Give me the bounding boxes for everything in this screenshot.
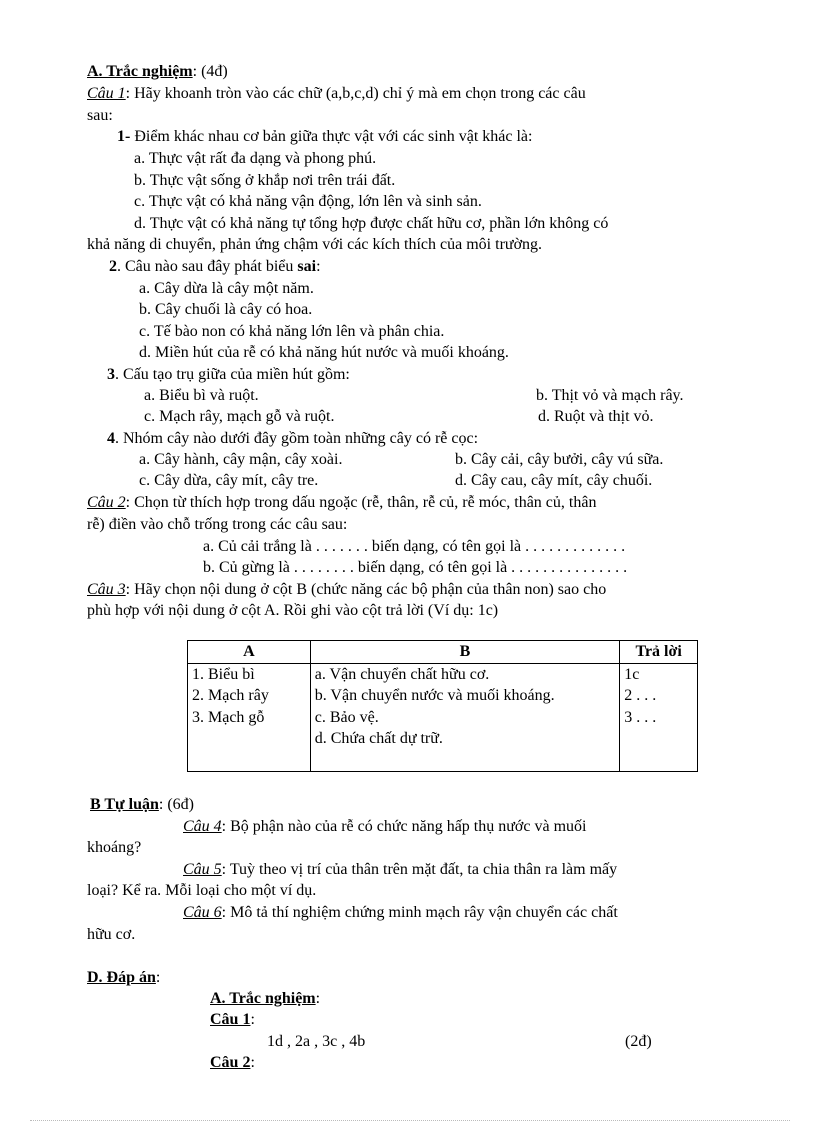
answer-cau1-values: 1d , 2a , 3c , 4b: [267, 1033, 366, 1050]
col-a-item: 2. Mạch rây: [192, 687, 269, 705]
q4-text-line2: khoáng?: [87, 839, 142, 856]
q1-item4-option-b: b. Cây cải, cây bưởi, cây vú sữa.: [455, 451, 664, 468]
section-b-heading: B Tự luận: [90, 796, 159, 813]
q1-item1-stem: Điểm khác nhau cơ bản giữa thực vật với các sinh vật khác là:: [130, 128, 533, 145]
page-bottom-dotted-line: [30, 1120, 790, 1122]
q2-line1: [87, 492, 596, 514]
q5-text-line1: : Tuỳ theo vị trí của thân trên mặt đất, ta chia thân ra làm mấy: [221, 861, 618, 878]
q1-item1-stem-line: [117, 126, 532, 148]
q1-item2-stem-bold: sai: [297, 258, 317, 275]
q1-item1-number: 1-: [117, 128, 131, 145]
q2-blank-b: b. Củ gừng là . . . . . . . . biến dạng, có tên gọi là . . . . . . . . . . . . . . .: [203, 559, 628, 576]
section-a-heading-line: [87, 61, 228, 83]
q2-text-line2: rễ) điền vào chỗ trống trong các câu sau:: [87, 516, 348, 533]
q1-item1-option-d-cont: khả năng di chuyển, phản ứng chậm với các kích thích của môi trường.: [87, 236, 543, 253]
q1-item2-stem-line: [109, 256, 321, 278]
q5-line1: [183, 859, 617, 881]
q1-item2-stem: . Câu nào sau đây phát biểu: [117, 258, 298, 275]
answer-item: 2 . . .: [624, 687, 657, 705]
answer-cau1-line: [210, 1009, 255, 1031]
q1-item3-option-d: d. Ruột và thịt vỏ.: [538, 408, 654, 425]
col-b-item: c. Bảo vệ.: [314, 708, 379, 726]
section-a-points: : (4đ): [192, 63, 228, 80]
q6-line1: [183, 902, 618, 924]
q1-item2-number: 2: [109, 258, 117, 275]
table-row: [188, 663, 698, 771]
q5-label: Câu 5: [183, 861, 222, 878]
q1-item1-option-b: b. Thực vật sống ở khắp nơi trên trái đất.: [134, 172, 396, 189]
section-b-points: : (6đ): [158, 796, 195, 813]
q1-item4-stem-line: [107, 428, 478, 450]
q3-text-line2: phù hợp với nội dung ở cột A. Rồi ghi vào cột trả lời (Ví dụ: 1c): [87, 602, 499, 619]
answer-key-subheading: A. Trắc nghiệm: [210, 990, 316, 1007]
answer-key-subheading-line: [210, 988, 320, 1010]
col-b-item: d. Chứa chất dự trữ.: [314, 730, 443, 748]
q1-item2-option-d: d. Miền hút của rễ có khả năng hút nước và muối khoáng.: [139, 344, 509, 361]
answer-item: 1c: [624, 665, 640, 683]
q1-item1-option-d: d. Thực vật có khả năng tự tổng hợp được chất hữu cơ, phần lớn không có: [134, 215, 609, 232]
table-header-a: A: [188, 641, 311, 664]
q2-label: Câu 2: [87, 494, 126, 511]
answer-cau1-label: Câu 1: [210, 1011, 251, 1028]
answer-cau2-colon: :: [250, 1054, 255, 1071]
q3-line1: [87, 579, 606, 601]
answer-key-subheading-colon: :: [315, 990, 321, 1007]
table-header-row: [188, 641, 698, 664]
q4-label: Câu 4: [183, 818, 222, 835]
q1-item3-option-a: a. Biểu bì và ruột.: [144, 387, 259, 404]
table-header-b: B: [310, 641, 620, 664]
q2-blank-a: a. Củ cải trắng là . . . . . . . biến dạng, có tên gọi là . . . . . . . . . . . . .: [203, 538, 626, 555]
answer-cau2-line: [210, 1052, 255, 1074]
q6-label: Câu 6: [183, 904, 222, 921]
q3-label: Câu 3: [87, 581, 126, 598]
q3-text-line1: : Hãy chọn nội dung ở cột B (chức năng các bộ phận của thân non) sao cho: [125, 581, 607, 598]
table-col-a: [188, 663, 311, 771]
q1-item2-option-b: b. Cây chuối là cây có hoa.: [139, 301, 313, 318]
q1-item3-option-b: b. Thịt vỏ và mạch rây.: [536, 387, 684, 404]
table-col-b: [310, 663, 620, 771]
col-a-item: 3. Mạch gỗ: [192, 708, 265, 726]
table-header-answer: Trả lời: [620, 641, 698, 664]
q1-item1-option-c: c. Thực vật có khả năng vận động, lớn lên và sinh sản.: [134, 193, 482, 210]
q1-item4-option-d: d. Cây cau, cây mít, cây chuối.: [455, 472, 653, 489]
q1-intro-line1: [87, 83, 586, 105]
table-col-answer: [620, 663, 698, 771]
q1-item2-option-c: c. Tế bào non có khả năng lớn lên và phân chia.: [139, 323, 445, 340]
q5-text-line2: loại? Kể ra. Mỗi loại cho một ví dụ.: [87, 882, 317, 899]
section-a-heading: A. Trắc nghiệm: [87, 63, 193, 80]
answer-cau1-colon: :: [250, 1011, 255, 1028]
q1-intro-text: : Hãy khoanh tròn vào các chữ (a,b,c,d) chỉ ý mà em chọn trong các câu: [125, 85, 586, 102]
col-a-item: 1. Biểu bì: [192, 665, 255, 683]
q1-item3-stem: . Cấu tạo trụ giữa của miền hút gồm:: [115, 366, 350, 383]
matching-table: [187, 640, 698, 772]
q1-item1-option-a: a. Thực vật rất đa dạng và phong phú.: [134, 150, 377, 167]
q4-text-line1: : Bộ phận nào của rễ có chức năng hấp thụ nước và muối: [221, 818, 587, 835]
answer-cau2-label: Câu 2: [210, 1054, 251, 1071]
section-d-colon: :: [155, 969, 161, 986]
answer-item: 3 . . .: [624, 708, 657, 726]
answer-cau1-points: (2đ): [625, 1033, 652, 1050]
q1-item4-number: 4: [107, 430, 115, 447]
q1-item2-stem-end: :: [316, 258, 321, 275]
section-b-heading-line: [90, 794, 194, 816]
col-b-item: a. Vận chuyển chất hữu cơ.: [314, 665, 490, 683]
section-d-heading-line: [87, 967, 160, 989]
q1-item3-stem-line: [107, 364, 350, 386]
q1-item3-number: 3: [107, 366, 115, 383]
q1-item4-option-a: a. Cây hành, cây mận, cây xoài.: [139, 451, 343, 468]
q1-item4-stem: . Nhóm cây nào dưới đây gồm toàn những cây có rễ cọc:: [115, 430, 479, 447]
section-d-heading: D. Đáp án: [87, 969, 156, 986]
q1-intro-line2: sau:: [87, 107, 113, 124]
q1-item4-option-c: c. Cây dừa, cây mít, cây tre.: [139, 472, 319, 489]
col-b-item: b. Vận chuyển nước và muối khoáng.: [314, 687, 555, 705]
q6-text-line2: hữu cơ.: [87, 926, 136, 943]
q4-line1: [183, 816, 586, 838]
q6-text-line1: : Mô tả thí nghiệm chứng minh mạch rây vận chuyển các chất: [221, 904, 618, 921]
q1-item3-option-c: c. Mạch rây, mạch gỗ và ruột.: [144, 408, 335, 425]
q1-item2-option-a: a. Cây dừa là cây một năm.: [139, 280, 314, 297]
q1-label: Câu 1: [87, 85, 126, 102]
q2-text-line1: : Chọn từ thích hợp trong dấu ngoặc (rễ, thân, rễ củ, rễ móc, thân củ, thân: [125, 494, 597, 511]
